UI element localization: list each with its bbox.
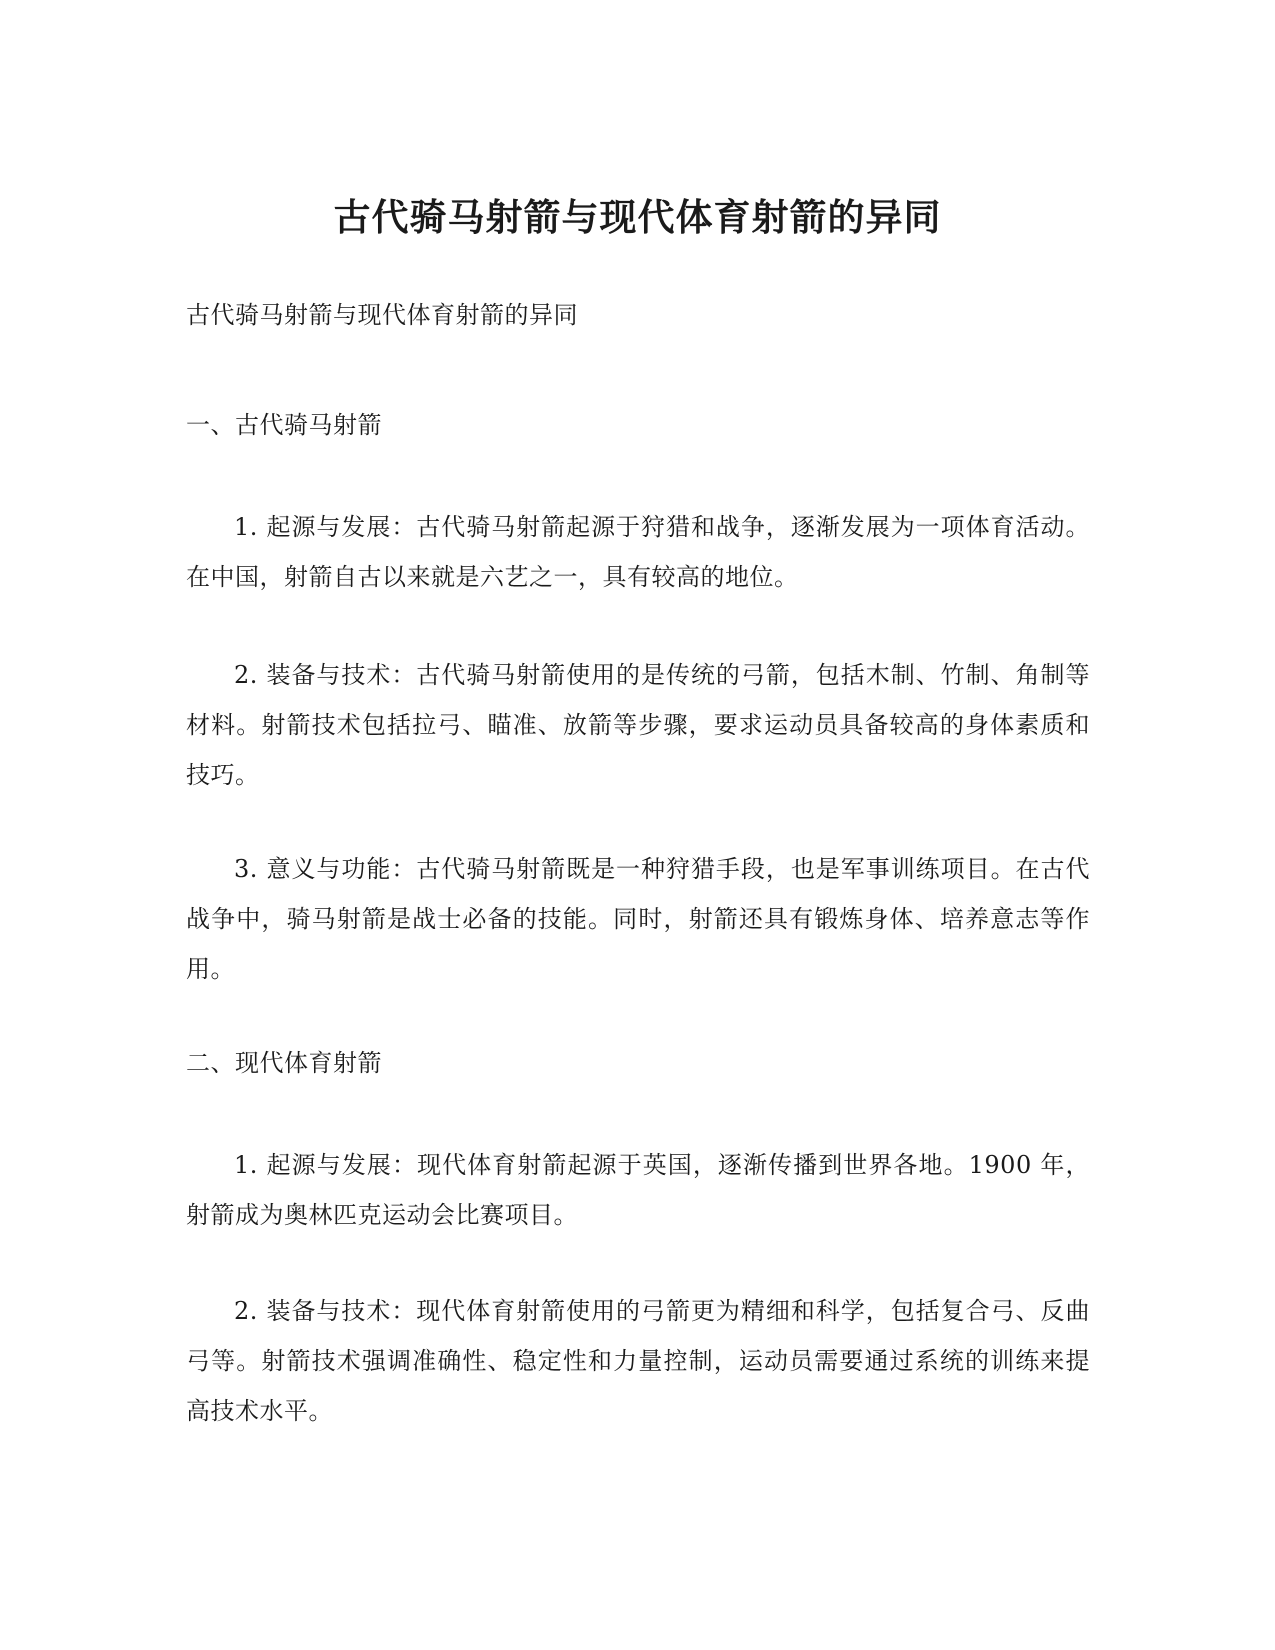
section-heading-modern: 二、现代体育射箭 [186,1049,382,1077]
paragraph-modern-equipment: 2. 装备与技术：现代体育射箭使用的弓箭更为精细和科学，包括复合弓、反曲弓等。射箭技术强调准确性、稳定性和力量控制，运动员需要通过系统的训练来提高技术水平。 [186,1297,1090,1425]
paragraph-ancient-origin: 1. 起源与发展：古代骑马射箭起源于狩猎和战争，逐渐发展为一项体育活动。在中国，射箭自古以来就是六艺之一，具有较高的地位。 [186,513,1090,591]
document-title: 古代骑马射箭与现代体育射箭的异同 [333,195,942,239]
paragraph-modern-origin: 1. 起源与发展：现代体育射箭起源于英国，逐渐传播到世界各地。1900 年，射箭成为奥林匹克运动会比赛项目。 [186,1151,1090,1229]
section-heading-ancient: 一、古代骑马射箭 [186,411,382,439]
document-subtitle: 古代骑马射箭与现代体育射箭的异同 [186,301,578,329]
paragraph-ancient-equipment: 2. 装备与技术：古代骑马射箭使用的是传统的弓箭，包括木制、竹制、角制等材料。射箭技术包括拉弓、瞄准、放箭等步骤，要求运动员具备较高的身体素质和技巧。 [186,661,1090,789]
paragraph-ancient-meaning: 3. 意义与功能：古代骑马射箭既是一种狩猎手段，也是军事训练项目。在古代战争中，骑马射箭是战士必备的技能。同时，射箭还具有锻炼身体、培养意志等作用。 [186,855,1090,983]
